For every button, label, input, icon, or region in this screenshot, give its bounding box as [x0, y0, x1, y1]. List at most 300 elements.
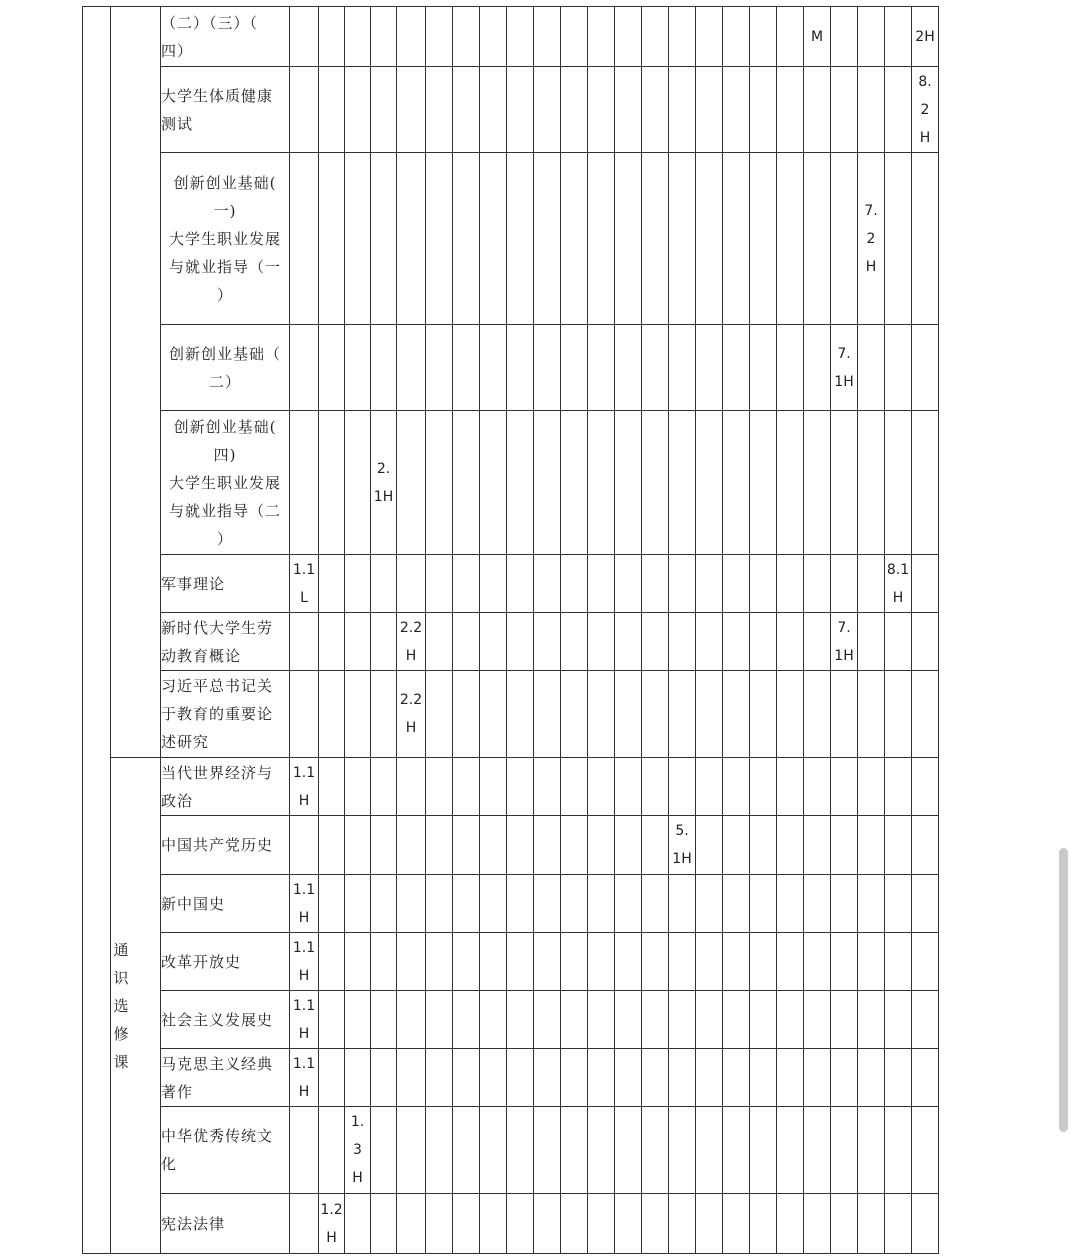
empty-cell [696, 613, 723, 671]
empty-cell [858, 1194, 885, 1254]
empty-cell [912, 671, 939, 758]
empty-cell [534, 933, 561, 991]
empty-cell [642, 875, 669, 933]
empty-cell [371, 67, 397, 153]
course-name: 创新创业基础( 一) 大学生职业发展 与就业指导（一 ） [161, 153, 290, 325]
empty-cell [615, 933, 642, 991]
empty-cell [777, 1107, 804, 1194]
support-value: 1.1 H [290, 933, 319, 991]
empty-cell [642, 991, 669, 1049]
empty-cell [804, 325, 831, 411]
empty-cell [642, 153, 669, 325]
support-value: 1.1 H [290, 991, 319, 1049]
empty-cell [750, 153, 777, 325]
empty-cell [507, 933, 534, 991]
empty-cell [588, 991, 615, 1049]
empty-cell [858, 555, 885, 613]
empty-cell [615, 991, 642, 1049]
empty-cell [319, 153, 345, 325]
empty-cell [319, 991, 345, 1049]
empty-cell [588, 1194, 615, 1254]
empty-cell [453, 1107, 480, 1194]
empty-cell [696, 758, 723, 816]
empty-cell [345, 933, 371, 991]
empty-cell [642, 325, 669, 411]
vertical-scrollbar[interactable] [1059, 848, 1068, 1132]
support-value: 1.1 H [290, 875, 319, 933]
empty-cell [480, 933, 507, 991]
empty-cell [507, 67, 534, 153]
empty-cell [588, 1107, 615, 1194]
empty-cell [453, 1049, 480, 1107]
empty-cell [615, 555, 642, 613]
empty-cell [480, 671, 507, 758]
empty-cell [723, 1049, 750, 1107]
empty-cell [696, 153, 723, 325]
empty-cell [831, 153, 858, 325]
empty-cell [858, 67, 885, 153]
empty-cell [777, 67, 804, 153]
empty-cell [561, 1049, 588, 1107]
empty-cell [750, 1194, 777, 1254]
empty-cell [723, 411, 750, 555]
empty-cell [480, 816, 507, 875]
empty-cell [777, 1194, 804, 1254]
empty-cell [507, 671, 534, 758]
empty-cell [345, 67, 371, 153]
empty-cell [804, 1107, 831, 1194]
empty-cell [912, 411, 939, 555]
support-value: 1.1 H [290, 1049, 319, 1107]
support-value: 7. 2 H [858, 153, 885, 325]
empty-cell [453, 875, 480, 933]
empty-cell [912, 933, 939, 991]
empty-cell [588, 758, 615, 816]
empty-cell [397, 555, 426, 613]
empty-cell [371, 933, 397, 991]
empty-cell [319, 613, 345, 671]
empty-cell [371, 555, 397, 613]
empty-cell [804, 758, 831, 816]
empty-cell [371, 875, 397, 933]
empty-cell [696, 411, 723, 555]
empty-cell [885, 325, 912, 411]
empty-cell [561, 875, 588, 933]
empty-cell [777, 7, 804, 67]
empty-cell [723, 758, 750, 816]
empty-cell [777, 411, 804, 555]
empty-cell [885, 153, 912, 325]
empty-cell [561, 1107, 588, 1194]
empty-cell [480, 1049, 507, 1107]
support-value: 1.1 L [290, 555, 319, 613]
empty-cell [642, 671, 669, 758]
empty-cell [615, 1049, 642, 1107]
empty-cell [804, 991, 831, 1049]
empty-cell [831, 816, 858, 875]
empty-cell [371, 1107, 397, 1194]
empty-cell [642, 411, 669, 555]
empty-cell [831, 7, 858, 67]
empty-cell [480, 411, 507, 555]
empty-cell [561, 1194, 588, 1254]
empty-cell [723, 1194, 750, 1254]
empty-cell [912, 153, 939, 325]
empty-cell [912, 875, 939, 933]
empty-cell [453, 671, 480, 758]
empty-cell [480, 613, 507, 671]
empty-cell [804, 671, 831, 758]
empty-cell [588, 325, 615, 411]
empty-cell [507, 875, 534, 933]
empty-cell [885, 613, 912, 671]
empty-cell [345, 411, 371, 555]
table-row [83, 411, 939, 555]
empty-cell [534, 1107, 561, 1194]
empty-cell [561, 411, 588, 555]
empty-cell [397, 325, 426, 411]
empty-cell [371, 671, 397, 758]
empty-cell [588, 613, 615, 671]
empty-cell [426, 7, 453, 67]
table-row [83, 153, 939, 325]
empty-cell [588, 816, 615, 875]
empty-cell [371, 991, 397, 1049]
empty-cell [319, 67, 345, 153]
empty-cell [885, 933, 912, 991]
support-value: 5. 1H [669, 816, 696, 875]
empty-cell [642, 933, 669, 991]
empty-cell [669, 7, 696, 67]
table-row [83, 325, 939, 411]
empty-cell [642, 816, 669, 875]
category-cell-elective [111, 758, 161, 1254]
empty-cell [426, 153, 453, 325]
empty-cell [723, 7, 750, 67]
empty-cell [319, 816, 345, 875]
empty-cell [345, 613, 371, 671]
empty-cell [397, 933, 426, 991]
empty-cell [507, 758, 534, 816]
empty-cell [804, 1049, 831, 1107]
empty-cell [319, 1049, 345, 1107]
table-row [83, 555, 939, 613]
empty-cell [777, 816, 804, 875]
table-row [83, 7, 939, 67]
empty-cell [397, 758, 426, 816]
empty-cell [290, 411, 319, 555]
empty-cell [669, 1049, 696, 1107]
empty-cell [723, 67, 750, 153]
empty-cell [319, 325, 345, 411]
empty-cell [453, 325, 480, 411]
empty-cell [507, 555, 534, 613]
support-value: 8. 2 H [912, 67, 939, 153]
empty-cell [723, 875, 750, 933]
empty-cell [534, 325, 561, 411]
empty-cell [723, 991, 750, 1049]
empty-cell [426, 411, 453, 555]
empty-cell [615, 671, 642, 758]
empty-cell [588, 933, 615, 991]
empty-cell [831, 411, 858, 555]
empty-cell [371, 758, 397, 816]
support-value: 1.2 H [319, 1194, 345, 1254]
empty-cell [804, 1194, 831, 1254]
empty-cell [534, 758, 561, 816]
empty-cell [750, 67, 777, 153]
empty-cell [885, 1107, 912, 1194]
empty-cell [534, 613, 561, 671]
empty-cell [588, 875, 615, 933]
table-row [83, 1107, 939, 1194]
empty-cell [642, 7, 669, 67]
empty-cell [345, 816, 371, 875]
empty-cell [426, 933, 453, 991]
empty-cell [696, 1049, 723, 1107]
support-value: 1.1 H [290, 758, 319, 816]
empty-cell [750, 1107, 777, 1194]
table-row [83, 1194, 939, 1254]
empty-cell [831, 671, 858, 758]
empty-cell [642, 1194, 669, 1254]
empty-cell [426, 1194, 453, 1254]
empty-cell [885, 991, 912, 1049]
table-row [83, 1049, 939, 1107]
empty-cell [750, 411, 777, 555]
empty-cell [858, 1107, 885, 1194]
empty-cell [561, 67, 588, 153]
empty-cell [534, 7, 561, 67]
empty-cell [426, 555, 453, 613]
empty-cell [696, 816, 723, 875]
empty-cell [480, 1194, 507, 1254]
empty-cell [534, 1049, 561, 1107]
empty-cell [831, 1107, 858, 1194]
empty-cell [669, 671, 696, 758]
empty-cell [831, 555, 858, 613]
empty-cell [588, 7, 615, 67]
course-name: 中华优秀传统文 化 [161, 1107, 290, 1194]
empty-cell [426, 1107, 453, 1194]
empty-cell [561, 991, 588, 1049]
empty-cell [345, 555, 371, 613]
empty-cell [696, 325, 723, 411]
empty-cell [480, 555, 507, 613]
empty-cell [831, 1049, 858, 1107]
empty-cell [750, 875, 777, 933]
empty-cell [561, 153, 588, 325]
empty-cell [397, 67, 426, 153]
empty-cell [453, 816, 480, 875]
empty-cell [831, 875, 858, 933]
empty-cell [615, 7, 642, 67]
empty-cell [615, 816, 642, 875]
empty-cell [319, 411, 345, 555]
empty-cell [831, 933, 858, 991]
empty-cell [804, 933, 831, 991]
empty-cell [669, 613, 696, 671]
empty-cell [345, 758, 371, 816]
empty-cell [319, 671, 345, 758]
empty-cell [507, 325, 534, 411]
empty-cell [615, 1194, 642, 1254]
empty-cell [912, 1107, 939, 1194]
empty-cell [371, 7, 397, 67]
empty-cell [750, 991, 777, 1049]
empty-cell [397, 1194, 426, 1254]
empty-cell [831, 1194, 858, 1254]
empty-cell [777, 671, 804, 758]
empty-cell [858, 671, 885, 758]
empty-cell [453, 411, 480, 555]
support-value: 2.2 H [397, 671, 426, 758]
empty-cell [397, 875, 426, 933]
empty-cell [290, 67, 319, 153]
course-name: 中国共产党历史 [161, 816, 290, 875]
empty-cell [561, 7, 588, 67]
empty-cell [453, 933, 480, 991]
empty-cell [371, 816, 397, 875]
empty-cell [319, 875, 345, 933]
empty-cell [290, 671, 319, 758]
empty-cell [345, 671, 371, 758]
empty-cell [534, 153, 561, 325]
empty-cell [290, 1194, 319, 1254]
empty-cell [426, 816, 453, 875]
empty-cell [453, 153, 480, 325]
table-row [83, 671, 939, 758]
empty-cell [804, 411, 831, 555]
empty-cell [588, 1049, 615, 1107]
empty-cell [345, 325, 371, 411]
support-value: 7. 1H [831, 613, 858, 671]
empty-cell [723, 613, 750, 671]
empty-cell [426, 991, 453, 1049]
empty-cell [696, 671, 723, 758]
empty-cell [290, 7, 319, 67]
empty-cell [912, 1194, 939, 1254]
empty-cell [345, 1194, 371, 1254]
empty-cell [696, 933, 723, 991]
empty-cell [723, 153, 750, 325]
empty-cell [912, 1049, 939, 1107]
empty-cell [534, 1194, 561, 1254]
course-name: 新中国史 [161, 875, 290, 933]
empty-cell [777, 613, 804, 671]
empty-cell [480, 67, 507, 153]
empty-cell [480, 7, 507, 67]
empty-cell [885, 875, 912, 933]
empty-cell [804, 875, 831, 933]
empty-cell [750, 758, 777, 816]
empty-cell [669, 1107, 696, 1194]
empty-cell [885, 1049, 912, 1107]
empty-cell [290, 153, 319, 325]
empty-cell [453, 67, 480, 153]
empty-cell [453, 1194, 480, 1254]
course-name: 习近平总书记关 于教育的重要论 述研究 [161, 671, 290, 758]
table-row [83, 67, 939, 153]
empty-cell [507, 7, 534, 67]
empty-cell [426, 1049, 453, 1107]
empty-cell [397, 153, 426, 325]
empty-cell [319, 1107, 345, 1194]
empty-cell [371, 613, 397, 671]
empty-cell [345, 1049, 371, 1107]
course-name: 改革开放史 [161, 933, 290, 991]
support-value: 2H [912, 7, 939, 67]
empty-cell [858, 933, 885, 991]
empty-cell [777, 1049, 804, 1107]
empty-cell [642, 613, 669, 671]
empty-cell [669, 875, 696, 933]
empty-cell [480, 1107, 507, 1194]
empty-cell [696, 875, 723, 933]
empty-cell [831, 991, 858, 1049]
empty-cell [397, 7, 426, 67]
empty-cell [615, 758, 642, 816]
empty-cell [588, 555, 615, 613]
empty-cell [371, 1049, 397, 1107]
empty-cell [345, 875, 371, 933]
empty-cell [397, 1107, 426, 1194]
empty-cell [588, 67, 615, 153]
support-value: 8.1 H [885, 555, 912, 613]
empty-cell [777, 555, 804, 613]
empty-cell [804, 153, 831, 325]
course-name: 宪法法律 [161, 1194, 290, 1254]
empty-cell [669, 991, 696, 1049]
empty-cell [696, 67, 723, 153]
empty-cell [290, 1107, 319, 1194]
support-value: M [804, 7, 831, 67]
empty-cell [397, 411, 426, 555]
empty-cell [534, 671, 561, 758]
empty-cell [453, 991, 480, 1049]
empty-cell [426, 671, 453, 758]
empty-cell [858, 325, 885, 411]
table-row [83, 816, 939, 875]
empty-cell [885, 816, 912, 875]
empty-cell [507, 991, 534, 1049]
empty-cell [750, 555, 777, 613]
empty-cell [777, 991, 804, 1049]
empty-cell [453, 613, 480, 671]
empty-cell [615, 1107, 642, 1194]
empty-cell [669, 325, 696, 411]
empty-cell [453, 758, 480, 816]
empty-cell [723, 325, 750, 411]
empty-cell [426, 875, 453, 933]
empty-cell [290, 325, 319, 411]
category-label: 通 识 选 修 课 [113, 940, 129, 1071]
empty-cell [480, 153, 507, 325]
empty-cell [319, 933, 345, 991]
empty-cell [777, 153, 804, 325]
empty-cell [669, 933, 696, 991]
empty-cell [480, 991, 507, 1049]
support-value: 2. 1H [371, 411, 397, 555]
empty-cell [507, 411, 534, 555]
empty-cell [480, 758, 507, 816]
empty-cell [669, 67, 696, 153]
support-value: 1. 3 H [345, 1107, 371, 1194]
empty-cell [912, 816, 939, 875]
empty-cell [561, 758, 588, 816]
empty-cell [885, 67, 912, 153]
table-row [83, 613, 939, 671]
